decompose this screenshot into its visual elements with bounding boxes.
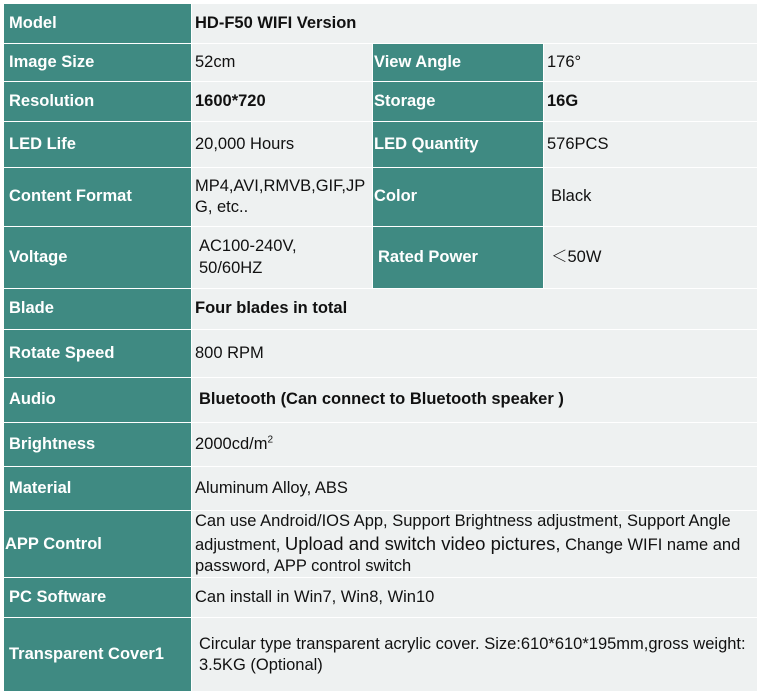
row-voltage	[4, 227, 758, 289]
label-blade: Blade	[4, 289, 192, 330]
label-color: Color	[373, 168, 544, 227]
label-material: Material	[4, 467, 192, 511]
value-resolution: 1600*720	[192, 82, 373, 122]
label-led-quantity: LED Quantity	[373, 122, 544, 168]
value-voltage-line1: AC100-240V,	[199, 237, 297, 256]
row-material	[4, 467, 758, 511]
value-app-control-part1: Can use Android/IOS App, Support Brightness adjustment, Support Angle adjustment,	[195, 512, 731, 555]
value-app-control-part2: Upload and switch video pictures,	[284, 533, 561, 555]
value-image-size: 52cm	[192, 44, 373, 82]
label-brightness: Brightness	[4, 423, 192, 467]
value-app-control-part3: Change WIFI name and password, APP control switch	[195, 536, 741, 576]
label-audio: Audio	[4, 378, 192, 423]
label-rated-power: Rated Power	[373, 227, 544, 289]
row-brightness	[4, 423, 758, 467]
label-transparent-cover: Transparent Cover1	[4, 618, 192, 692]
value-app-control	[192, 511, 758, 578]
row-blade	[4, 289, 758, 330]
row-led-life	[4, 122, 758, 168]
value-pc-software: Can install in Win7, Win8, Win10	[192, 578, 758, 618]
row-rotate-speed	[4, 330, 758, 378]
label-view-angle: View Angle	[373, 44, 544, 82]
label-rotate-speed: Rotate Speed	[4, 330, 192, 378]
label-app-control: APP Control	[4, 511, 192, 578]
row-audio	[4, 378, 758, 423]
row-image-size	[4, 44, 758, 82]
label-storage: Storage	[373, 82, 544, 122]
label-model: Model	[4, 4, 192, 44]
spec-table	[3, 3, 758, 692]
value-led-life: 20,000 Hours	[192, 122, 373, 168]
value-led-quantity: 576PCS	[544, 122, 758, 168]
value-content-format: MP4,AVI,RMVB,GIF,JPG, etc..	[192, 168, 373, 227]
label-resolution: Resolution	[4, 82, 192, 122]
value-blade: Four blades in total	[192, 289, 758, 330]
row-content-format	[4, 168, 758, 227]
row-pc-software	[4, 578, 758, 618]
value-brightness-text: 2000cd/m	[195, 434, 268, 453]
value-storage: 16G	[544, 82, 758, 122]
row-model	[4, 4, 758, 44]
label-image-size: Image Size	[4, 44, 192, 82]
value-model: HD-F50 WIFI Version	[192, 4, 758, 44]
label-pc-software: PC Software	[4, 578, 192, 618]
value-audio: Bluetooth (Can connect to Bluetooth speaker )	[192, 378, 758, 423]
value-rotate-speed: 800 RPM	[192, 330, 758, 378]
row-resolution	[4, 82, 758, 122]
value-view-angle: 176°	[544, 44, 758, 82]
row-app-control	[4, 511, 758, 578]
value-transparent-cover: Circular type transparent acrylic cover. Size:610*610*195mm,gross weight: 3.5KG (Optional)	[192, 618, 758, 692]
label-led-life: LED Life	[4, 122, 192, 168]
value-brightness	[192, 423, 758, 467]
row-transparent-cover	[4, 618, 758, 692]
value-voltage	[192, 227, 373, 289]
value-material: Aluminum Alloy, ABS	[192, 467, 758, 511]
label-voltage: Voltage	[4, 227, 192, 289]
label-content-format: Content Format	[4, 168, 192, 227]
value-color: Black	[544, 168, 758, 227]
value-brightness-sup: 2	[267, 434, 274, 446]
value-rated-power: ＜50W	[544, 227, 758, 289]
value-voltage-line2: 50/60HZ	[199, 258, 263, 277]
